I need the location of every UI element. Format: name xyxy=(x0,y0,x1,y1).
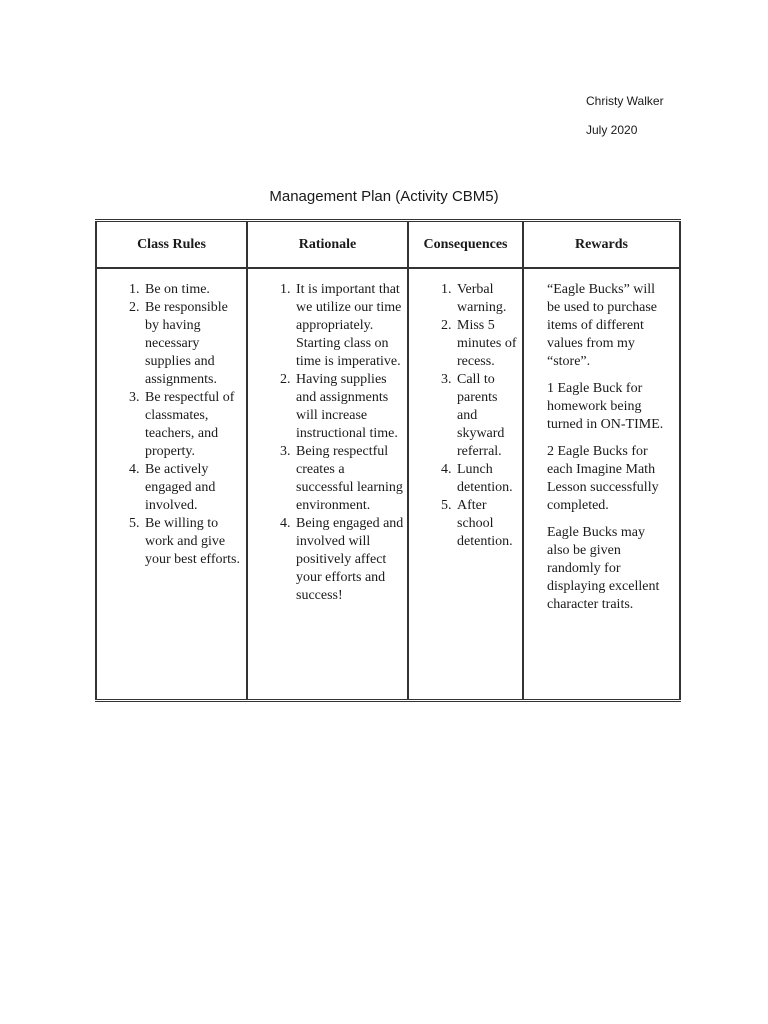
list-item: 5. After school detention. xyxy=(455,497,520,551)
consequences-cell xyxy=(408,268,523,701)
list-item: 2. Having supplies and assignments will increase instructional time. xyxy=(294,371,405,443)
management-plan-table xyxy=(95,219,681,702)
list-item: 1. Be on time. xyxy=(143,281,244,299)
column-header-class-rules: Class Rules xyxy=(96,221,247,269)
rewards-paragraph: Eagle Bucks may also be given randomly for displaying excellent character traits. xyxy=(547,525,660,612)
list-item: 5. Be willing to work and give your best efforts. xyxy=(143,515,244,569)
table-row xyxy=(96,268,680,701)
list-item: 1. Verbal warning. xyxy=(455,281,520,317)
rewards-paragraph: 1 Eagle Buck for homework being turned in ON-TIME. xyxy=(547,381,664,432)
author-name: Christy Walker xyxy=(586,94,664,108)
list-item: 4. Being engaged and involved will positively affect your efforts and success! xyxy=(294,515,405,605)
list-item: 4. Be actively engaged and involved. xyxy=(143,461,244,515)
list-item: 3. Being respectful creates a successful learning environment. xyxy=(294,443,405,515)
list-item: 3. Call to parents and skyward referral. xyxy=(455,371,520,461)
list-item: 3. Be respectful of classmates, teachers, and property. xyxy=(143,389,244,461)
class-rules-list xyxy=(97,281,246,569)
list-item: 1. It is important that we utilize our time appropriately. Starting class on time is imperative. xyxy=(294,281,405,371)
rewards-paragraph: 2 Eagle Bucks for each Imagine Math Lesson successfully completed. xyxy=(547,444,659,513)
column-header-rationale: Rationale xyxy=(247,221,408,269)
list-item: 2. Miss 5 minutes of recess. xyxy=(455,317,520,371)
rewards-cell xyxy=(523,268,680,701)
rewards-paragraph: “Eagle Bucks” will be used to purchase items of different values from my “store”. xyxy=(547,282,658,369)
consequences-list xyxy=(409,281,522,551)
page-title: Management Plan (Activity CBM5) xyxy=(269,188,499,205)
class-rules-cell xyxy=(96,268,247,701)
document-date: July 2020 xyxy=(586,123,638,137)
table-header-row xyxy=(96,221,680,269)
rationale-list xyxy=(248,281,407,605)
column-header-rewards: Rewards xyxy=(523,221,680,269)
list-item: 4. Lunch detention. xyxy=(455,461,520,497)
column-header-consequences: Consequences xyxy=(408,221,523,269)
list-item: 2. Be responsible by having necessary supplies and assignments. xyxy=(143,299,244,389)
rationale-cell xyxy=(247,268,408,701)
